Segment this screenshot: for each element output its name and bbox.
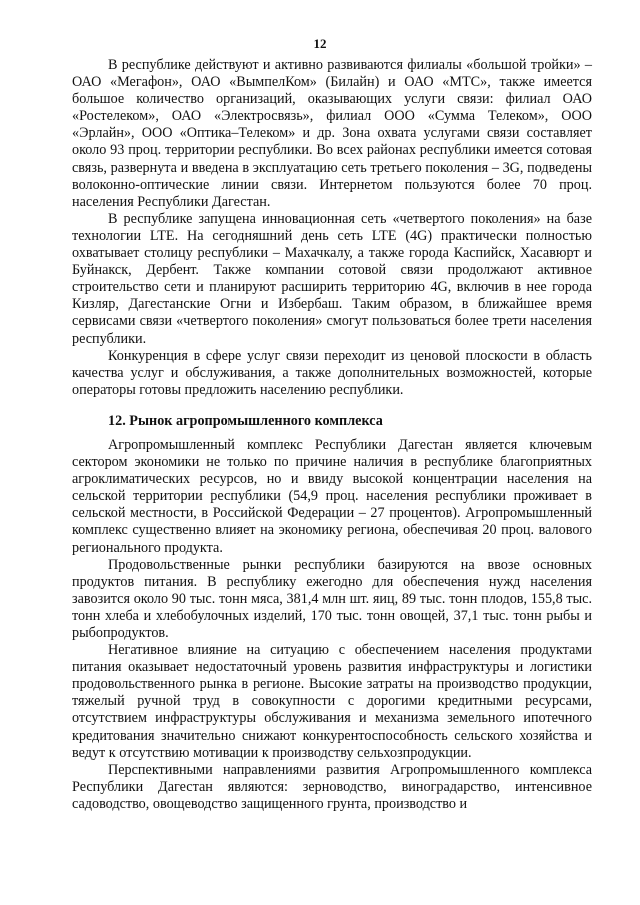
section-heading-agro-market: 12. Рынок агропромышленного комплекса — [108, 412, 383, 429]
paragraph-telecom-operators: В республике действуют и активно развиваются филиалы «большой тройки» – ОАО «Мегафон», ОАО «ВымпелКом» (Билайн) и ОАО «МТС», также имеется большое количество организаций, оказывающих услуги связи: филиал ОАО «Ростелеком», ОАО «Электросвязь», филиал ООО «Сумма Телеком», ООО «Эрлайн», ООО «Оптика–Телеком» и др. Зона охвата услугами связи составляет около 93 проц. территории республики. Во всех районах республики имеется сотовая связь, развернута и введена в эксплуатацию сеть третьего поколения – 3G, подведены волоконно-оптические линии связи. Интернетом пользуются более 70 проц. населения Республики Дагестан. — [72, 57, 592, 210]
paragraph-competition: Конкуренция в сфере услуг связи переходит из ценовой плоскости в область качества услуг и обслуживания, а также дополнительных возможностей, которые операторы готовы предложить населению республики. — [72, 347, 592, 398]
paragraph-food-imports: Продовольственные рынки республики базируются на ввозе основных продуктов питания. В республику ежегодно для обеспечения нужд населения завозится около 90 тыс. тонн мяса, 381,4 млн шт. яиц, 89 тыс. тонн плодов, 155,8 тыс. тонн хлеба и хлебобулочных изделий, 170 тыс. тонн овощей, 37,1 тыс. тонн рыбы и рыбопродуктов. — [72, 556, 592, 641]
page-body — [72, 57, 592, 813]
page-number: 12 — [313, 36, 327, 51]
paragraph-prospective-directions: Перспективными направлениями развития Агропромышленного комплекса Республики Дагестан являются: зерноводство, виноградарство, интенсивное садоводство, овощеводство защищенного грунта, производство и — [72, 761, 592, 812]
paragraph-lte-network: В республике запущена инновационная сеть «четвертого поколения» на базе технологии LTE. На сегодняшний день сеть LTE (4G) практически полностью охватывает столицу республики – Махачкалу, а также города Каспийск, Хасавюрт и Буйнакск, Дербент. Также компании сотовой связи продолжают активное строительство сети и планируют расширить территорию 4G, включив в нее города Кизляр, Дагестанские Огни и Избербаш. Таким образом, в ближайшее время сервисами связи «четвертого поколения» смогут пользоваться более трети населения республики. — [72, 210, 592, 347]
paragraph-agro-complex: Агропромышленный комплекс Республики Дагестан является ключевым сектором экономики не только по причине наличия в республике благоприятных агроклиматических ресурсов, но и ввиду высокой концентрации населения на сельской территории республики (54,9 проц. населения республики проживает в сельской местности, в Российской Федерации – 27 процентов). Агропромышленный комплекс существенно влияет на экономику региона, обеспечивая 20 проц. валового регионального продукта. — [72, 436, 592, 556]
paragraph-negative-factors: Негативное влияние на ситуацию с обеспечением населения продуктами питания оказывает недостаточный уровень развития инфраструктуры и логистики продовольственного рынка в регионе. Высокие затраты на производство продукции, тяжелый ручной труд в совокупности с дорогими кредитными ресурсами, отсутствием инфраструктуры обслуживания и механизма земельного ипотечного кредитования значительно снижают конкурентоспособность сельского хозяйства и ведут к отсутствию мотивации к производству сельхозпродукции. — [72, 642, 592, 761]
